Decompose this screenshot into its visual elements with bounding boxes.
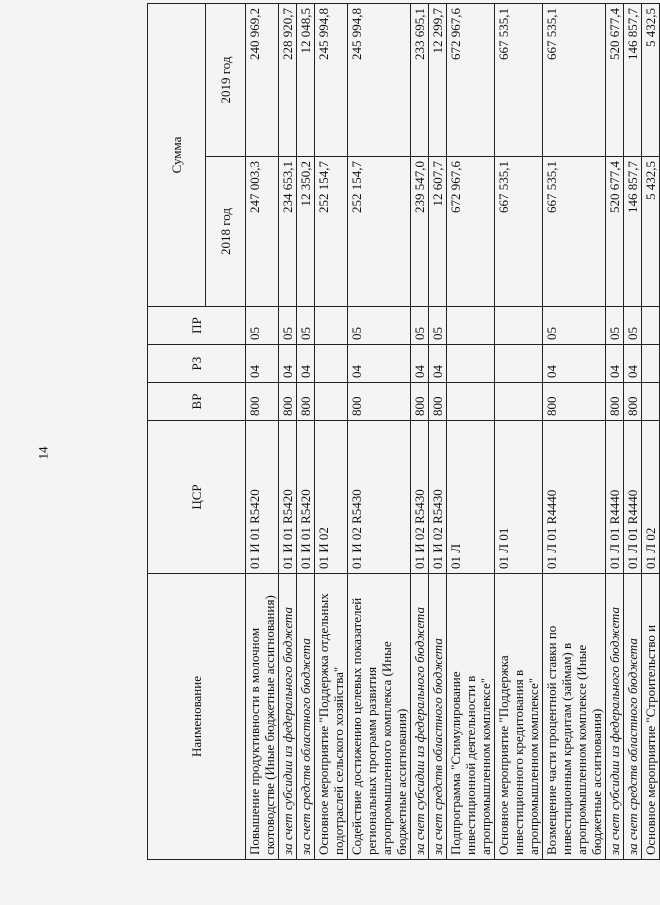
row-vr: 800 [348, 383, 411, 421]
row-name: Подпрограмма "Стимулирование инвестиционной деятельности в агропромышленном комплексе" [447, 574, 495, 860]
row-name: Содействие достижению целевых показателей региональных программ развития агропромышленного комплекса (Иные бюджетные ассигнования) [348, 574, 411, 860]
row-rz: 04 [348, 345, 411, 383]
row-csr: 01 И 02 R5430 [348, 421, 411, 574]
row-amount-2019: 667 535,1 [543, 4, 606, 157]
row-pr: 05 [429, 307, 447, 345]
row-amount-2018: 672 967,6 [447, 157, 495, 307]
row-csr: 01 И 02 [315, 421, 348, 574]
row-rz: 04 [429, 345, 447, 383]
row-amount-2019: 240 969,2 [246, 4, 279, 157]
row-pr [447, 307, 495, 345]
header-year-2019: 2019 год [206, 4, 246, 157]
row-name: за счет субсидии из федерального бюджета [279, 574, 297, 860]
row-csr: 01 И 02 R5430 [429, 421, 447, 574]
row-amount-2018: 5 432,5 [642, 157, 660, 307]
row-pr: 05 [246, 307, 279, 345]
row-amount-2018: 234 653,1 [279, 157, 297, 307]
row-vr: 800 [411, 383, 429, 421]
row-rz: 04 [297, 345, 315, 383]
table-header [148, 4, 246, 860]
row-amount-2018: 247 003,3 [246, 157, 279, 307]
table-row [297, 4, 315, 860]
table-row [447, 4, 495, 860]
row-rz: 04 [246, 345, 279, 383]
table-row [411, 4, 429, 860]
row-name: за счет субсидии из федерального бюджета [411, 574, 429, 860]
row-vr: 800 [543, 383, 606, 421]
row-amount-2018: 252 154,7 [315, 157, 348, 307]
header-name: Наименование [148, 574, 246, 860]
row-amount-2018: 12 607,7 [429, 157, 447, 307]
row-vr: 800 [297, 383, 315, 421]
row-vr [642, 383, 660, 421]
row-csr: 01 Л [447, 421, 495, 574]
row-rz: 04 [606, 345, 624, 383]
row-pr: 05 [543, 307, 606, 345]
row-name: за счет средств областного бюджета [297, 574, 315, 860]
row-vr: 800 [246, 383, 279, 421]
row-pr: 05 [348, 307, 411, 345]
row-rz: 04 [279, 345, 297, 383]
row-pr: 05 [279, 307, 297, 345]
row-amount-2018: 667 535,1 [543, 157, 606, 307]
row-vr: 800 [429, 383, 447, 421]
row-amount-2018: 252 154,7 [348, 157, 411, 307]
header-rz: РЗ [148, 345, 246, 383]
row-rz [447, 345, 495, 383]
row-amount-2018: 146 857,7 [624, 157, 642, 307]
table-row [642, 4, 660, 860]
row-pr [495, 307, 543, 345]
table-row [348, 4, 411, 860]
row-csr: 01 Л 01 [495, 421, 543, 574]
table-row [429, 4, 447, 860]
row-amount-2019: 667 535,1 [495, 4, 543, 157]
row-amount-2018: 667 535,1 [495, 157, 543, 307]
header-sum: Сумма [148, 4, 206, 307]
row-rz [495, 345, 543, 383]
table-row [279, 4, 297, 860]
row-rz: 04 [624, 345, 642, 383]
row-rz [315, 345, 348, 383]
row-name: Повышение продуктивности в молочном скотоводстве (Иные бюджетные ассигнования) [246, 574, 279, 860]
table-row [543, 4, 606, 860]
row-rz: 04 [411, 345, 429, 383]
row-amount-2019: 233 695,1 [411, 4, 429, 157]
row-amount-2019: 228 920,7 [279, 4, 297, 157]
row-vr: 800 [279, 383, 297, 421]
row-csr: 01 Л 01 R4440 [606, 421, 624, 574]
row-name: за счет средств областного бюджета [624, 574, 642, 860]
header-year-2018: 2018 год [206, 157, 246, 307]
row-vr: 800 [624, 383, 642, 421]
row-amount-2019: 672 967,6 [447, 4, 495, 157]
budget-table [147, 3, 660, 860]
row-name: Возмещение части процентной ставки по инвестиционным кредитам (займам) в агропромышленном комплексе (Иные бюджетные ассигнования) [543, 574, 606, 860]
row-csr: 01 И 01 R5420 [297, 421, 315, 574]
row-csr: 01 Л 02 [642, 421, 660, 574]
row-amount-2019: 12 048,5 [297, 4, 315, 157]
row-pr: 05 [411, 307, 429, 345]
row-amount-2019: 245 994,8 [315, 4, 348, 157]
row-amount-2019: 5 432,5 [642, 4, 660, 157]
header-vr: ВР [148, 383, 246, 421]
table-row [606, 4, 624, 860]
row-vr [495, 383, 543, 421]
row-pr: 05 [624, 307, 642, 345]
row-csr: 01 И 01 R5420 [279, 421, 297, 574]
row-csr: 01 И 02 R5430 [411, 421, 429, 574]
row-name: Основное мероприятие "Строительство и [642, 574, 660, 860]
table-row [495, 4, 543, 860]
row-amount-2019: 245 994,8 [348, 4, 411, 157]
row-pr [315, 307, 348, 345]
row-csr: 01 И 01 R5420 [246, 421, 279, 574]
row-pr: 05 [297, 307, 315, 345]
table-row [624, 4, 642, 860]
row-vr [447, 383, 495, 421]
row-pr: 05 [606, 307, 624, 345]
row-name: за счет средств областного бюджета [429, 574, 447, 860]
row-name: Основное мероприятие "Поддержка инвестиционного кредитования в агропромышленном комплексе" [495, 574, 543, 860]
header-csr: ЦСР [148, 421, 246, 574]
row-amount-2018: 12 350,2 [297, 157, 315, 307]
row-vr [315, 383, 348, 421]
row-rz: 04 [543, 345, 606, 383]
row-name: за счет субсидии из федерального бюджета [606, 574, 624, 860]
row-rz [642, 345, 660, 383]
row-vr: 800 [606, 383, 624, 421]
row-amount-2019: 146 857,7 [624, 4, 642, 157]
table-body [246, 4, 660, 860]
row-amount-2018: 239 547,0 [411, 157, 429, 307]
header-pr: ПР [148, 307, 246, 345]
row-amount-2019: 520 677,4 [606, 4, 624, 157]
row-amount-2019: 12 299,7 [429, 4, 447, 157]
page-number: 14 [35, 446, 51, 460]
table-row [315, 4, 348, 860]
row-csr: 01 Л 01 R4440 [543, 421, 606, 574]
row-amount-2018: 520 677,4 [606, 157, 624, 307]
row-csr: 01 Л 01 R4440 [624, 421, 642, 574]
row-name: Основное мероприятие "Поддержка отдельных подотраслей сельского хозяйства" [315, 574, 348, 860]
row-pr [642, 307, 660, 345]
table-row [246, 4, 279, 860]
